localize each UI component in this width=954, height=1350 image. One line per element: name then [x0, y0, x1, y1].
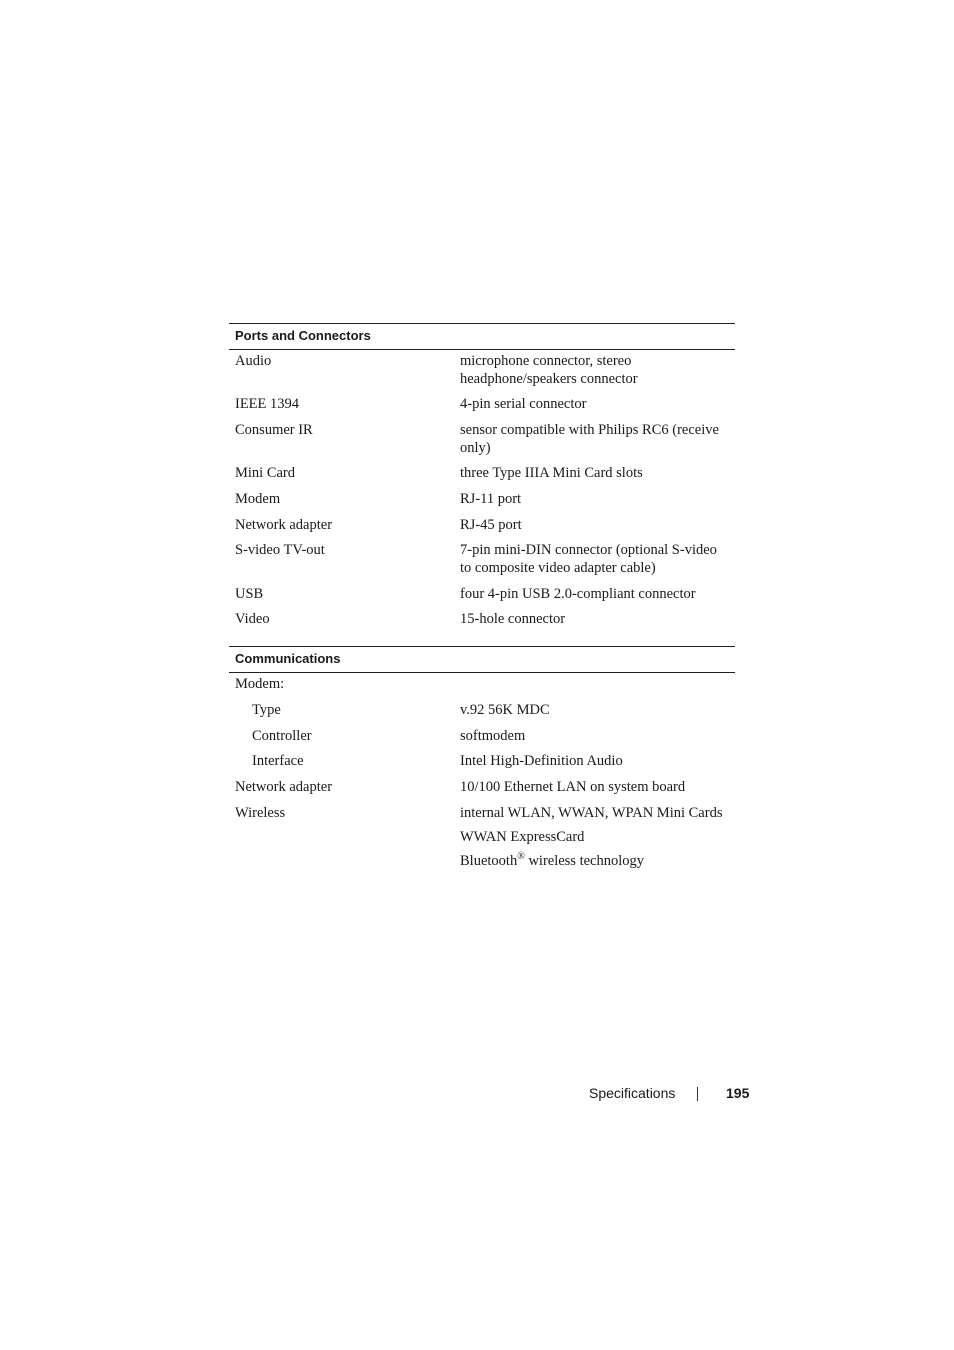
bluetooth-suffix: wireless technology [524, 853, 645, 869]
spec-value: microphone connector, stereo headphone/speakers connector [460, 353, 638, 387]
spec-label: Network adapter [235, 517, 333, 533]
spec-label: Consumer IR [235, 422, 313, 438]
spec-label: Mini Card [235, 465, 296, 481]
spec-value: 15-hole connector [460, 611, 566, 627]
table-row [229, 804, 735, 870]
spec-value: RJ-11 port [460, 491, 522, 507]
communications-header: Communications [229, 646, 735, 673]
spec-value-group [460, 804, 730, 870]
spec-sublabel: Type [252, 702, 281, 718]
ports-connectors-header: Ports and Connectors [229, 323, 735, 350]
table-row [229, 541, 735, 577]
footer-divider [697, 1087, 698, 1101]
spec-label: Audio [235, 353, 272, 369]
spec-value [460, 675, 730, 693]
spec-value: 7-pin mini-DIN connector (optional S-video to composite video adapter cable) [460, 542, 717, 576]
table-row [229, 421, 735, 457]
spec-value [460, 852, 730, 870]
page-number: 195 [726, 1085, 750, 1101]
table-row [229, 395, 735, 413]
table-row [229, 585, 735, 603]
spec-value: sensor compatible with Philips RC6 (receive only) [460, 422, 719, 456]
table-row [229, 752, 735, 770]
spec-value: v.92 56K MDC [460, 702, 550, 718]
spec-value: softmodem [460, 728, 526, 744]
table-row [229, 464, 735, 482]
table-row [229, 352, 735, 388]
spec-sublabel: Interface [252, 753, 304, 769]
spec-value: Intel High-Definition Audio [460, 753, 623, 769]
table-row [229, 727, 735, 745]
table-row [229, 516, 735, 534]
spec-label: IEEE 1394 [235, 396, 300, 412]
spec-value: internal WLAN, WWAN, WPAN Mini Cards [460, 805, 723, 821]
table-row [229, 701, 735, 719]
table-row [229, 490, 735, 508]
footer-section-title: Specifications [589, 1085, 676, 1101]
spec-label: Wireless [235, 805, 286, 821]
spec-value: three Type IIIA Mini Card slots [460, 465, 643, 481]
spec-label: USB [235, 586, 264, 602]
table-row [229, 675, 735, 693]
spec-label: Video [235, 611, 270, 627]
spec-value: WWAN ExpressCard [460, 829, 585, 845]
spec-label: Network adapter [235, 779, 333, 795]
table-row [229, 778, 735, 796]
spec-value: 4-pin serial connector [460, 396, 587, 412]
bluetooth-text: Bluetooth [460, 853, 518, 869]
table-row [229, 610, 735, 628]
spec-value: RJ-45 port [460, 517, 522, 533]
spec-sublabel: Controller [252, 728, 312, 744]
page-footer [560, 1083, 750, 1103]
registered-mark: ® [517, 851, 525, 863]
spec-value: four 4-pin USB 2.0-compliant connector [460, 586, 696, 602]
ports-connectors-table [229, 323, 735, 628]
spec-label: S-video TV-out [235, 542, 325, 558]
spec-label: Modem [235, 491, 281, 507]
spec-label: Modem: [235, 676, 285, 692]
spec-value: 10/100 Ethernet LAN on system board [460, 779, 686, 795]
communications-table [229, 646, 735, 870]
